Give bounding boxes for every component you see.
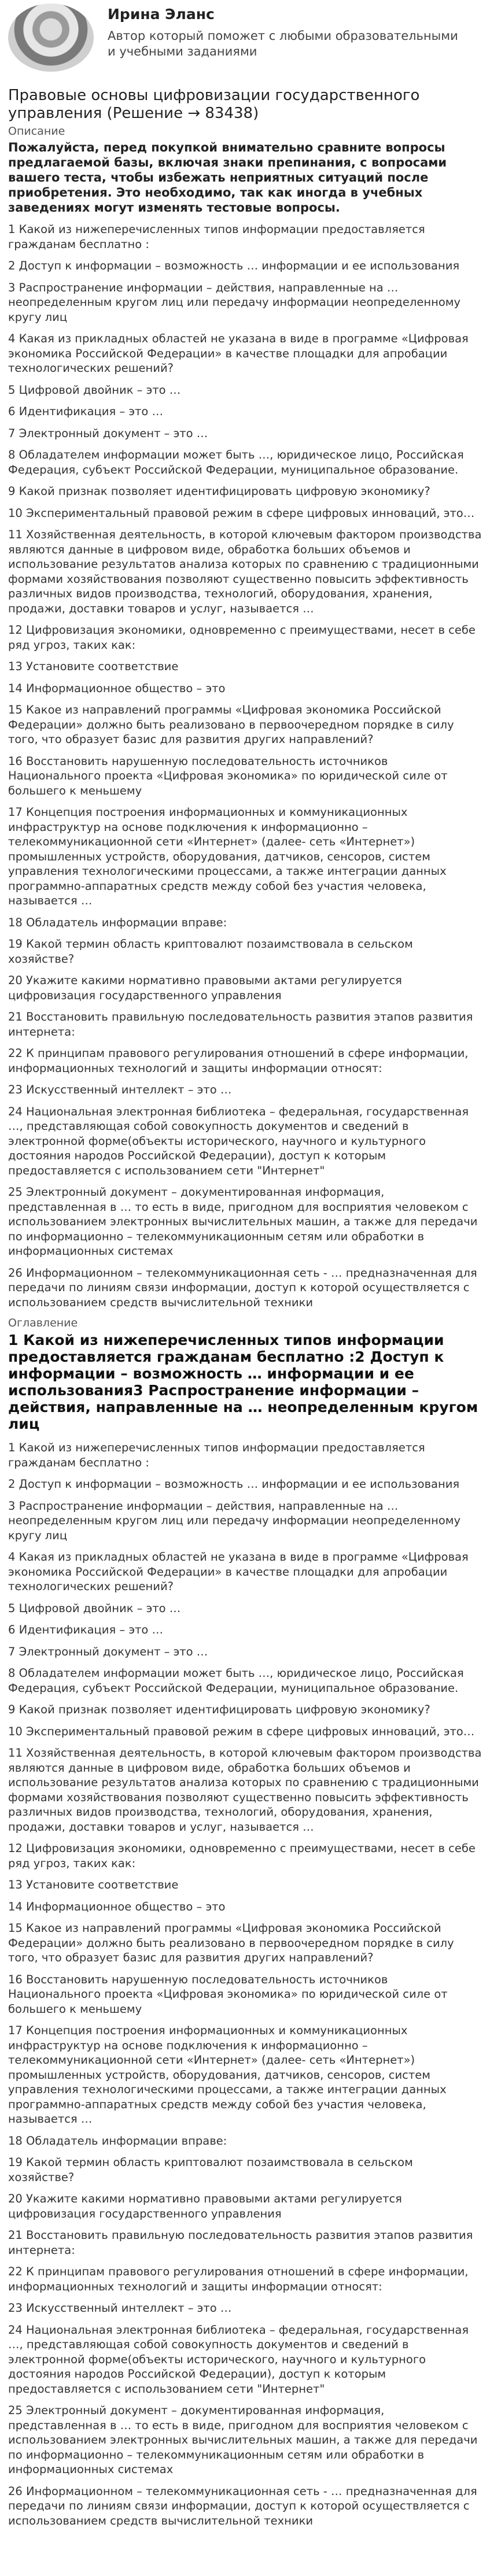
page-title: Правовые основы цифровизации государственного управления (Решение → 83438) <box>8 87 420 122</box>
author-name[interactable]: Ирина Эланс <box>108 6 215 23</box>
author-avatar[interactable] <box>8 3 94 72</box>
toc-question-item-18: 18 Обладатель информации вправе: <box>8 2134 227 2148</box>
toc-question-item-9: 9 Какой признак позволяет идентифицировать цифровую экономику? <box>8 1703 430 1716</box>
question-item-9: 9 Какой признак позволяет идентифицировать цифровую экономику? <box>8 485 430 498</box>
toc-question-item-25: 25 Электронный документ – документированная информация, представленная в … то есть в виде, пригодном для восприятия человеком с использованием электронных вычислительных машин, а также для передачи по информационно – телекоммуникационным сетям или обработки в информационных системах <box>8 2404 478 2476</box>
description-label: Описание <box>8 125 65 138</box>
author-profile <box>8 0 482 76</box>
question-item-6: 6 Идентификация – это … <box>8 405 164 418</box>
toc-question-list <box>8 1440 482 2528</box>
toc-question-item-4: 4 Какая из прикладных областей не указана в виде в программе «Цифровая экономика Российской Федерации» в качестве площадки для апробации технологических решений? <box>8 1550 469 1593</box>
question-item-16: 16 Восстановить нарушенную последовательность источников Национального проекта «Цифровая экономика» по юридической силе от большего к меньшему <box>8 754 448 797</box>
toc-question-item-17: 17 Концепция построения информационных и коммуникационных инфраструктур на основе подключения к информационно – телекоммуникационной сети «Интернет» (далее- сеть «Интернет») промышленных устройств, оборудования, датчиков, сенсоров, систем управления технологическими процессами, а также интеграции данных программно-аппаратных средств между собой без участия человека, называется … <box>8 2024 447 2126</box>
question-item-15: 15 Какое из направлений программы «Цифровая экономика Российской Федерации» должно быть реализовано в первоочередном порядке в силу того, что образует базис для развития других направлений? <box>8 703 454 746</box>
toc-question-item-22: 22 К принципам правового регулирования отношений в сфере информации, информационных технологий и защиты информации относят: <box>8 2265 469 2293</box>
question-item-19: 19 Какой термин область криптовалют позаимствовала в сельском хозяйстве? <box>8 937 413 966</box>
question-item-14: 14 Информационное общество – это <box>8 681 226 695</box>
question-item-21: 21 Восстановить правильную последовательность развития этапов развития интернета: <box>8 1010 473 1038</box>
question-item-20: 20 Укажите какими нормативно правовыми актами регулируется цифровизация государственного управления <box>8 974 402 1002</box>
toc-question-item-21: 21 Восстановить правильную последовательность развития этапов развития интернета: <box>8 2228 473 2257</box>
toc-question-item-10: 10 Экспериментальный правовой режим в сфере цифровых инноваций, это… <box>8 1724 475 1738</box>
question-item-4: 4 Какая из прикладных областей не указана в виде в программе «Цифровая экономика Российской Федерации» в качестве площадки для апробации технологических решений? <box>8 332 469 375</box>
toc-heading: 1 Какой из нижеперечисленных типов информации предоставляется гражданам бесплатно :2 Доступ к информации – возможность … информации и ее использования3 Распространение информации – действия, направленные на … неопределенным кругом лиц <box>8 1332 478 1432</box>
author-description: Автор который поможет с любыми образовательными и учебными заданиями <box>108 29 458 58</box>
question-item-7: 7 Электронный документ – это … <box>8 426 208 440</box>
toc-question-item-1: 1 Какой из нижеперечисленных типов информации предоставляется гражданам бесплатно : <box>8 1441 425 1469</box>
question-item-11: 11 Хозяйственная деятельность, в которой ключевым фактором производства являются данные в цифровом виде, обработка больших объемов и использование результатов анализа которых по сравнению с традиционными формами хозяйствования позволяют существенно повысить эффективность различных видов производства, технологий, оборудования, хранения, продажи, доставки товаров и услуг, называется … <box>8 528 482 615</box>
question-item-18: 18 Обладатель информации вправе: <box>8 915 227 929</box>
toc-question-item-8: 8 Обладателем информации может быть …, юридическое лицо, Российская Федерация, субъект Российской Федерации, муниципальное образование. <box>8 1666 464 1695</box>
question-item-1: 1 Какой из нижеперечисленных типов информации предоставляется гражданам бесплатно : <box>8 223 425 251</box>
toc-question-item-7: 7 Электронный документ – это … <box>8 1644 208 1658</box>
toc-question-item-13: 13 Установите соответствие <box>8 1878 179 1891</box>
question-item-26: 26 Информационном – телекоммуникационная сеть - … предназначенная для передачи по линиям связи информации, доступ к которой осуществляется с использованием средств вычислительной техники <box>8 1266 477 1309</box>
toc-question-item-6: 6 Идентификация – это … <box>8 1623 164 1636</box>
purchase-warning: Пожалуйста, перед покупкой внимательно сравните вопросы предлагаемой базы, включая знаки препинания, с вопросами вашего теста, чтобы избежать неприятных ситуаций после приобретения. Это необходимо, так как иногда в учебных заведениях могут изменять тестовые вопросы. <box>8 141 447 215</box>
question-item-2: 2 Доступ к информации – возможность … информации и ее использования <box>8 259 460 272</box>
question-item-10: 10 Экспериментальный правовой режим в сфере цифровых инноваций, это… <box>8 506 475 520</box>
toc-question-item-14: 14 Информационное общество – это <box>8 1899 226 1913</box>
question-item-5: 5 Цифровой двойник – это … <box>8 383 181 397</box>
toc-question-item-24: 24 Национальная электронная библиотека – федеральная, государственная …, представляющая собой совокупность документов и сведений в электронной форме(объекты исторического, научного и культурного достояния народов Российской Федерации), доступ к которым предоставляется с использованием сети "Интернет" <box>8 2323 469 2396</box>
question-item-13: 13 Установите соответствие <box>8 660 179 673</box>
toc-question-item-15: 15 Какое из направлений программы «Цифровая экономика Российской Федерации» должно быть реализовано в первоочередном порядке в силу того, что образует базис для развития других направлений? <box>8 1921 454 1964</box>
question-item-25: 25 Электронный документ – документированная информация, представленная в … то есть в виде, пригодном для восприятия человеком с использованием электронных вычислительных машин, а также для передачи по информационно – телекоммуникационным сетям или обработки в информационных системах <box>8 1185 478 1258</box>
toc-question-item-23: 23 Искусственный интеллект – это … <box>8 2301 232 2315</box>
toc-question-item-11: 11 Хозяйственная деятельность, в которой ключевым фактором производства являются данные в цифровом виде, обработка больших объемов и использование результатов анализа которых по сравнению с традиционными формами хозяйствования позволяют существенно повысить эффективность различных видов производства, технологий, оборудования, хранения, продажи, доставки товаров и услуг, называется … <box>8 1746 482 1834</box>
toc-question-item-2: 2 Доступ к информации – возможность … информации и ее использования <box>8 1477 460 1491</box>
question-item-17: 17 Концепция построения информационных и коммуникационных инфраструктур на основе подключения к информационно – телекоммуникационной сети «Интернет» (далее- сеть «Интернет») промышленных устройств, оборудования, датчиков, сенсоров, систем управления технологическими процессами, а также интеграции данных программно-аппаратных средств между собой без участия человека, называется … <box>8 805 447 907</box>
question-item-22: 22 К принципам правового регулирования отношений в сфере информации, информационных технологий и защиты информации относят: <box>8 1047 469 1075</box>
question-item-12: 12 Цифровизация экономики, одновременно с преимуществами, несет в себе ряд угроз, таких как: <box>8 623 476 652</box>
question-item-23: 23 Искусственный интеллект – это … <box>8 1083 232 1096</box>
toc-question-item-20: 20 Укажите какими нормативно правовыми актами регулируется цифровизация государственного управления <box>8 2192 402 2220</box>
question-item-8: 8 Обладателем информации может быть …, юридическое лицо, Российская Федерация, субъект Российской Федерации, муниципальное образование. <box>8 448 464 476</box>
question-list <box>8 222 482 1310</box>
toc-question-item-5: 5 Цифровой двойник – это … <box>8 1601 181 1615</box>
question-item-24: 24 Национальная электронная библиотека – федеральная, государственная …, представляющая собой совокупность документов и сведений в электронной форме(объекты исторического, научного и культурного достояния народов Российской Федерации), доступ к которым предоставляется с использованием сети "Интернет" <box>8 1104 469 1177</box>
toc-question-item-19: 19 Какой термин область криптовалют позаимствовала в сельском хозяйстве? <box>8 2156 413 2184</box>
toc-question-item-26: 26 Информационном – телекоммуникационная сеть - … предназначенная для передачи по линиям связи информации, доступ к которой осуществляется с использованием средств вычислительной техники <box>8 2484 477 2527</box>
author-info <box>108 3 466 60</box>
toc-question-item-12: 12 Цифровизация экономики, одновременно с преимуществами, несет в себе ряд угроз, таких как: <box>8 1842 476 1870</box>
toc-question-item-16: 16 Восстановить нарушенную последовательность источников Национального проекта «Цифровая экономика» по юридической силе от большего к меньшему <box>8 1972 448 2016</box>
toc-question-item-3: 3 Распространение информации – действия, направленные на … неопределенным кругом лиц или передачу информации неопределенному кругу лиц <box>8 1499 461 1542</box>
question-item-3: 3 Распространение информации – действия, направленные на … неопределенным кругом лиц или передачу информации неопределенному кругу лиц <box>8 280 461 324</box>
toc-label: Оглавление <box>8 1317 78 1329</box>
